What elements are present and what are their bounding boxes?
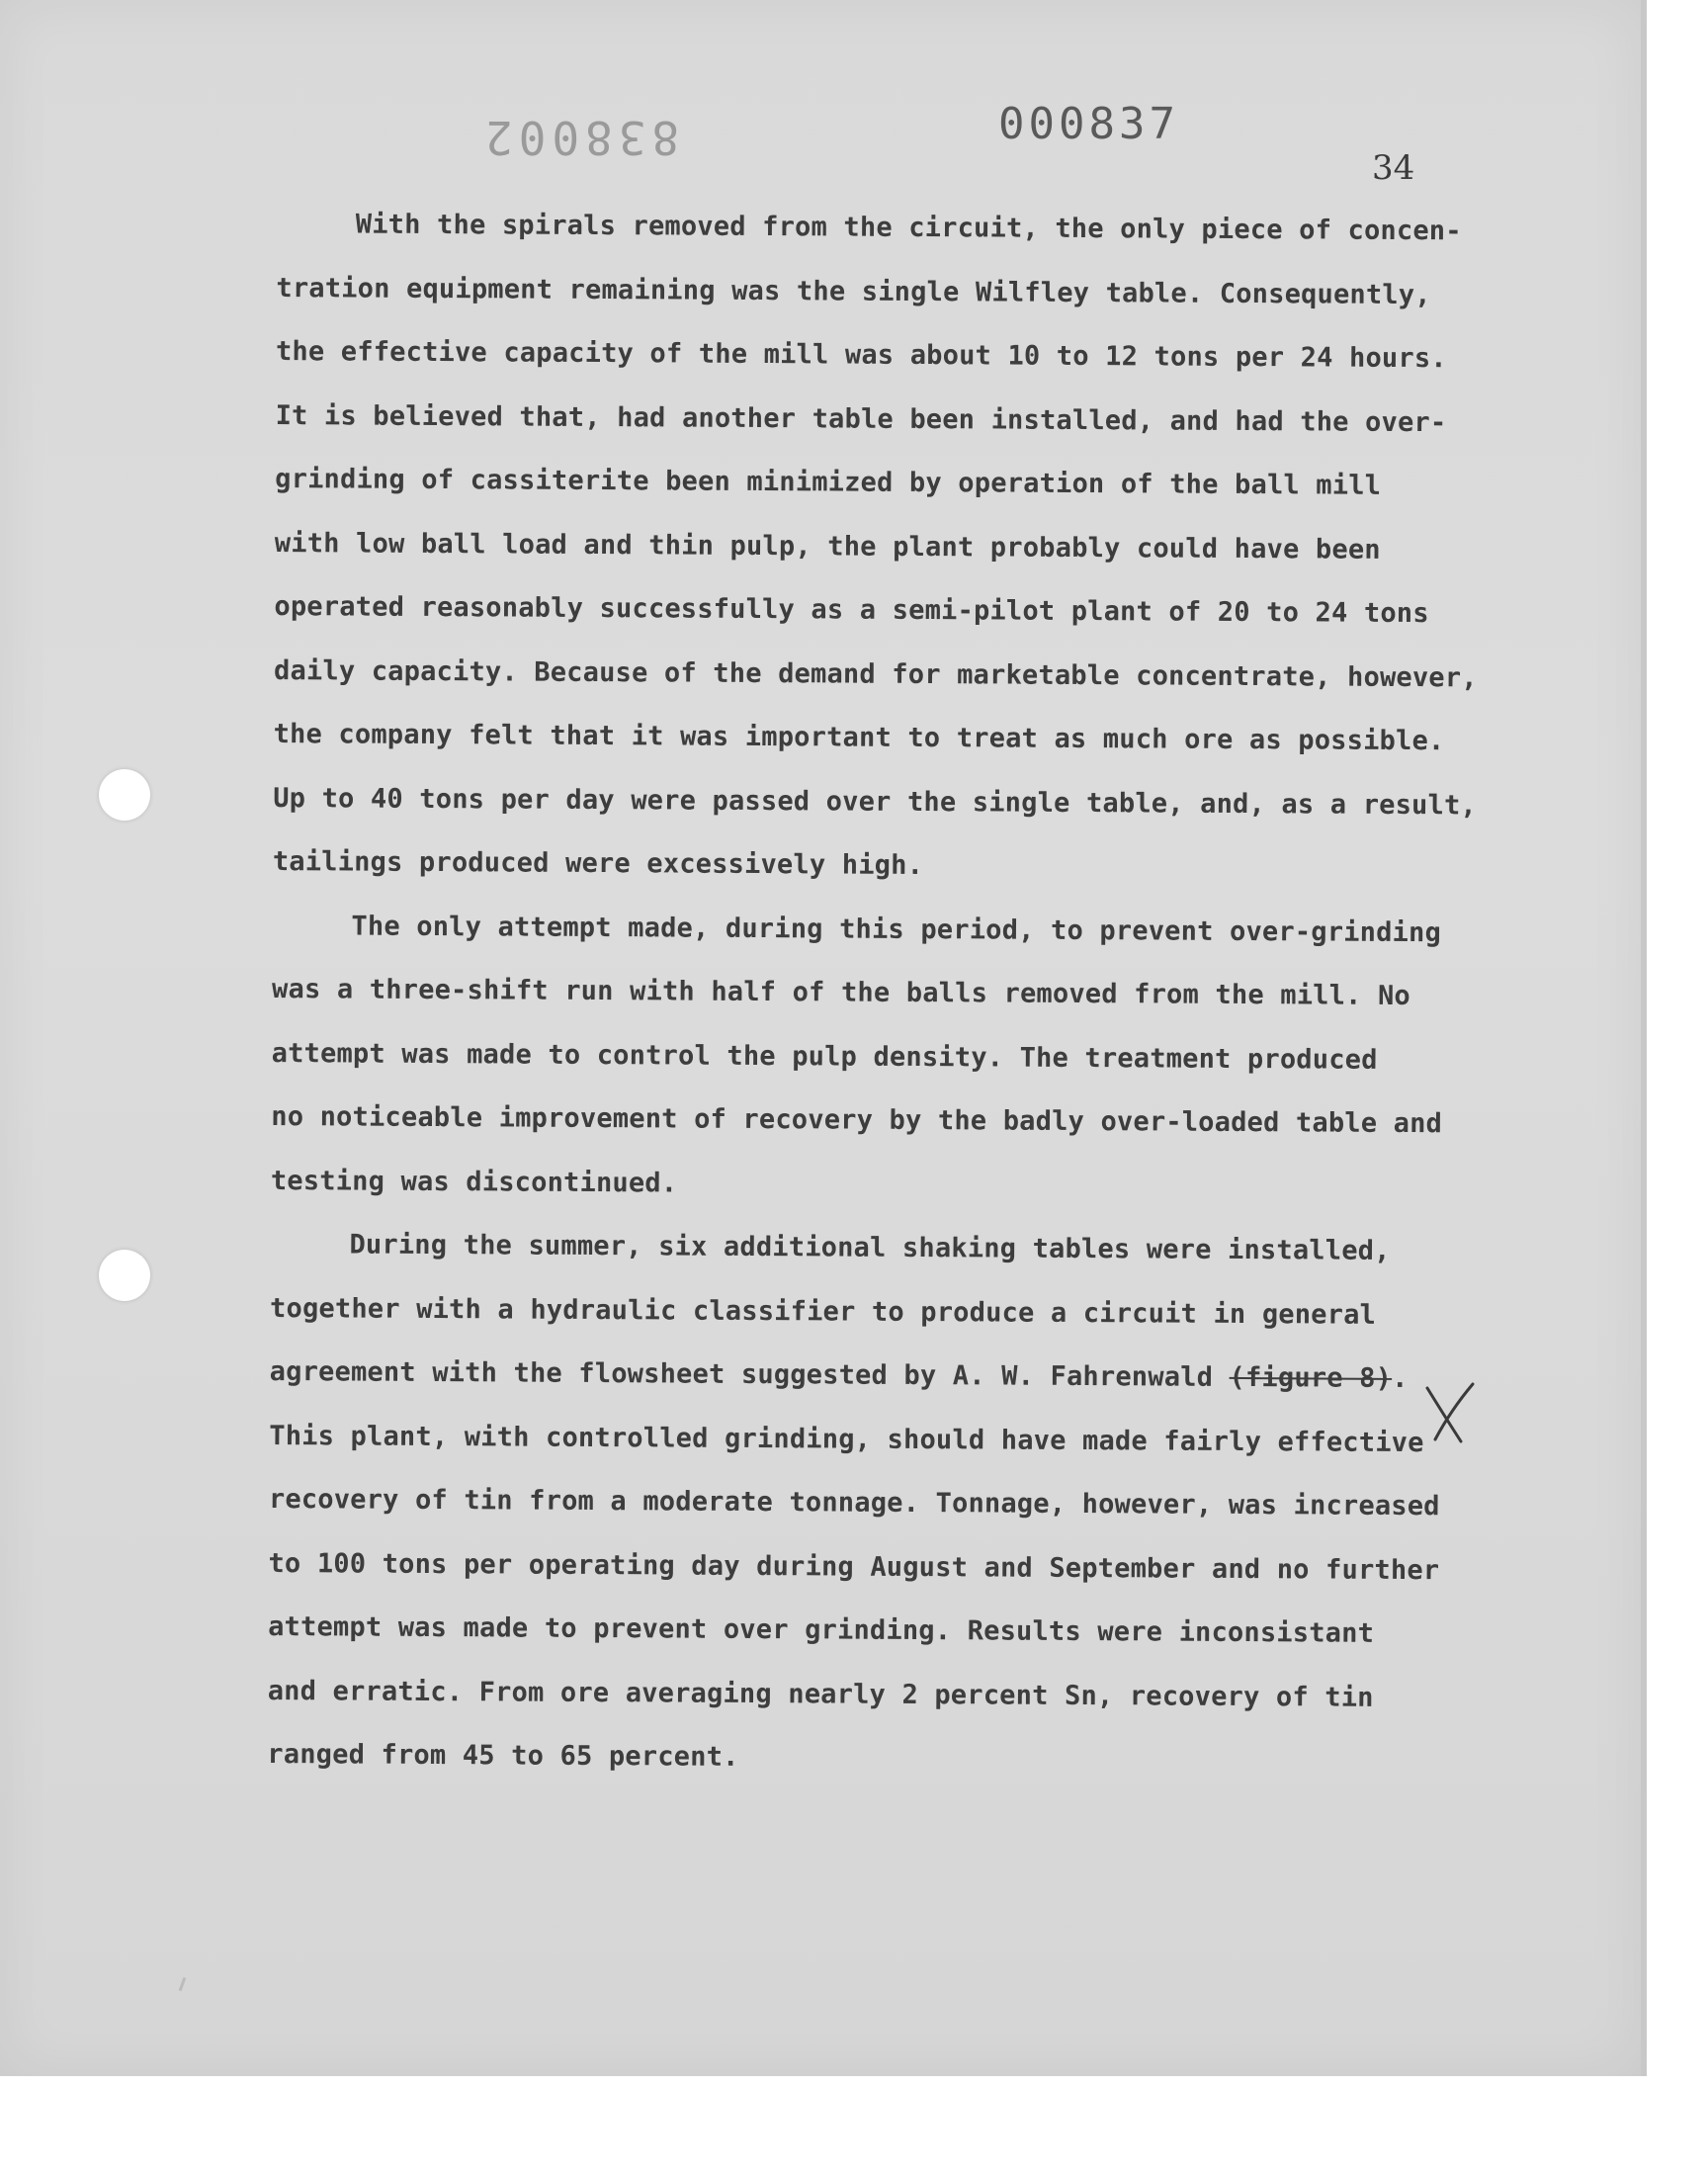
punch-hole <box>99 1250 150 1301</box>
text-line: daily capacity. Because of the demand for marketable concentrate, however, <box>273 654 1478 693</box>
page-number: 34 <box>1372 148 1415 188</box>
text-line-with-strike <box>270 1341 1555 1412</box>
faded-document-stamp: 838002 <box>479 111 680 164</box>
struck-period: . <box>1392 1362 1409 1395</box>
text-line: no noticeable improvement of recovery by the badly over-loaded table and <box>271 1100 1443 1140</box>
text-line: testing was discontinued. <box>270 1165 678 1198</box>
text-line: tration equipment remaining was the single Wilfley table. Consequently, <box>276 272 1431 310</box>
text-line: and erratic. From ore averaging nearly 2 percent Sn, recovery of tin <box>267 1675 1374 1713</box>
text-line: ranged from 45 to 65 percent. <box>267 1738 739 1773</box>
text-line: The only attempt made, during this period, to prevent over-grinding <box>351 910 1442 948</box>
text-line: grinding of cassiterite been minimized by operation of the ball mill <box>275 463 1382 501</box>
text-line: recovery of tin from a moderate tonnage. Tonnage, however, was increased <box>268 1483 1440 1522</box>
text-line: to 100 tons per operating day during August and September and no further <box>268 1547 1440 1586</box>
document-number-stamp: 000837 <box>998 99 1179 149</box>
handwritten-x-mark-icon <box>1421 1380 1481 1449</box>
text-line: together with a hydraulic classifier to produce a circuit in general <box>270 1292 1377 1331</box>
text-line: During the summer, six additional shaking tables were installed, <box>349 1229 1391 1266</box>
text-line: the company felt that it was important to treat as much ore as possible. <box>273 718 1445 757</box>
text-line: operated reasonably successfully as a semi-pilot plant of 20 to 24 tons <box>274 590 1429 630</box>
body-text <box>267 193 1562 1794</box>
scan-speck <box>179 1977 187 1991</box>
text-line: with low ball load and thin pulp, the plant probably could have been <box>274 527 1381 566</box>
struck-figure-reference: (figure 8) <box>1229 1361 1393 1394</box>
text-line: attempt was made to control the pulp density. The treatment produced <box>271 1037 1378 1076</box>
text-line: attempt was made to prevent over grinding. Results were inconsistant <box>268 1610 1375 1649</box>
text-line: With the spirals removed from the circuit, the only piece of concen- <box>355 209 1462 247</box>
text-line: was a three-shift run with half of the balls removed from the mill. No <box>271 973 1411 1012</box>
text-line: This plant, with controlled grinding, should have made fairly effective <box>269 1420 1424 1458</box>
text-line: the effective capacity of the mill was about 10 to 12 tons per 24 hours. <box>275 335 1447 375</box>
punch-hole <box>99 769 150 821</box>
text-line: tailings produced were excessively high. <box>272 845 924 882</box>
text-line-start: agreement with the flowsheet suggested by A. W. Fahrenwald <box>269 1355 1230 1393</box>
text-line: It is believed that, had another table been installed, and had the over- <box>275 399 1447 438</box>
text-line: Up to 40 tons per day were passed over the single table, and, as a result, <box>273 782 1478 821</box>
